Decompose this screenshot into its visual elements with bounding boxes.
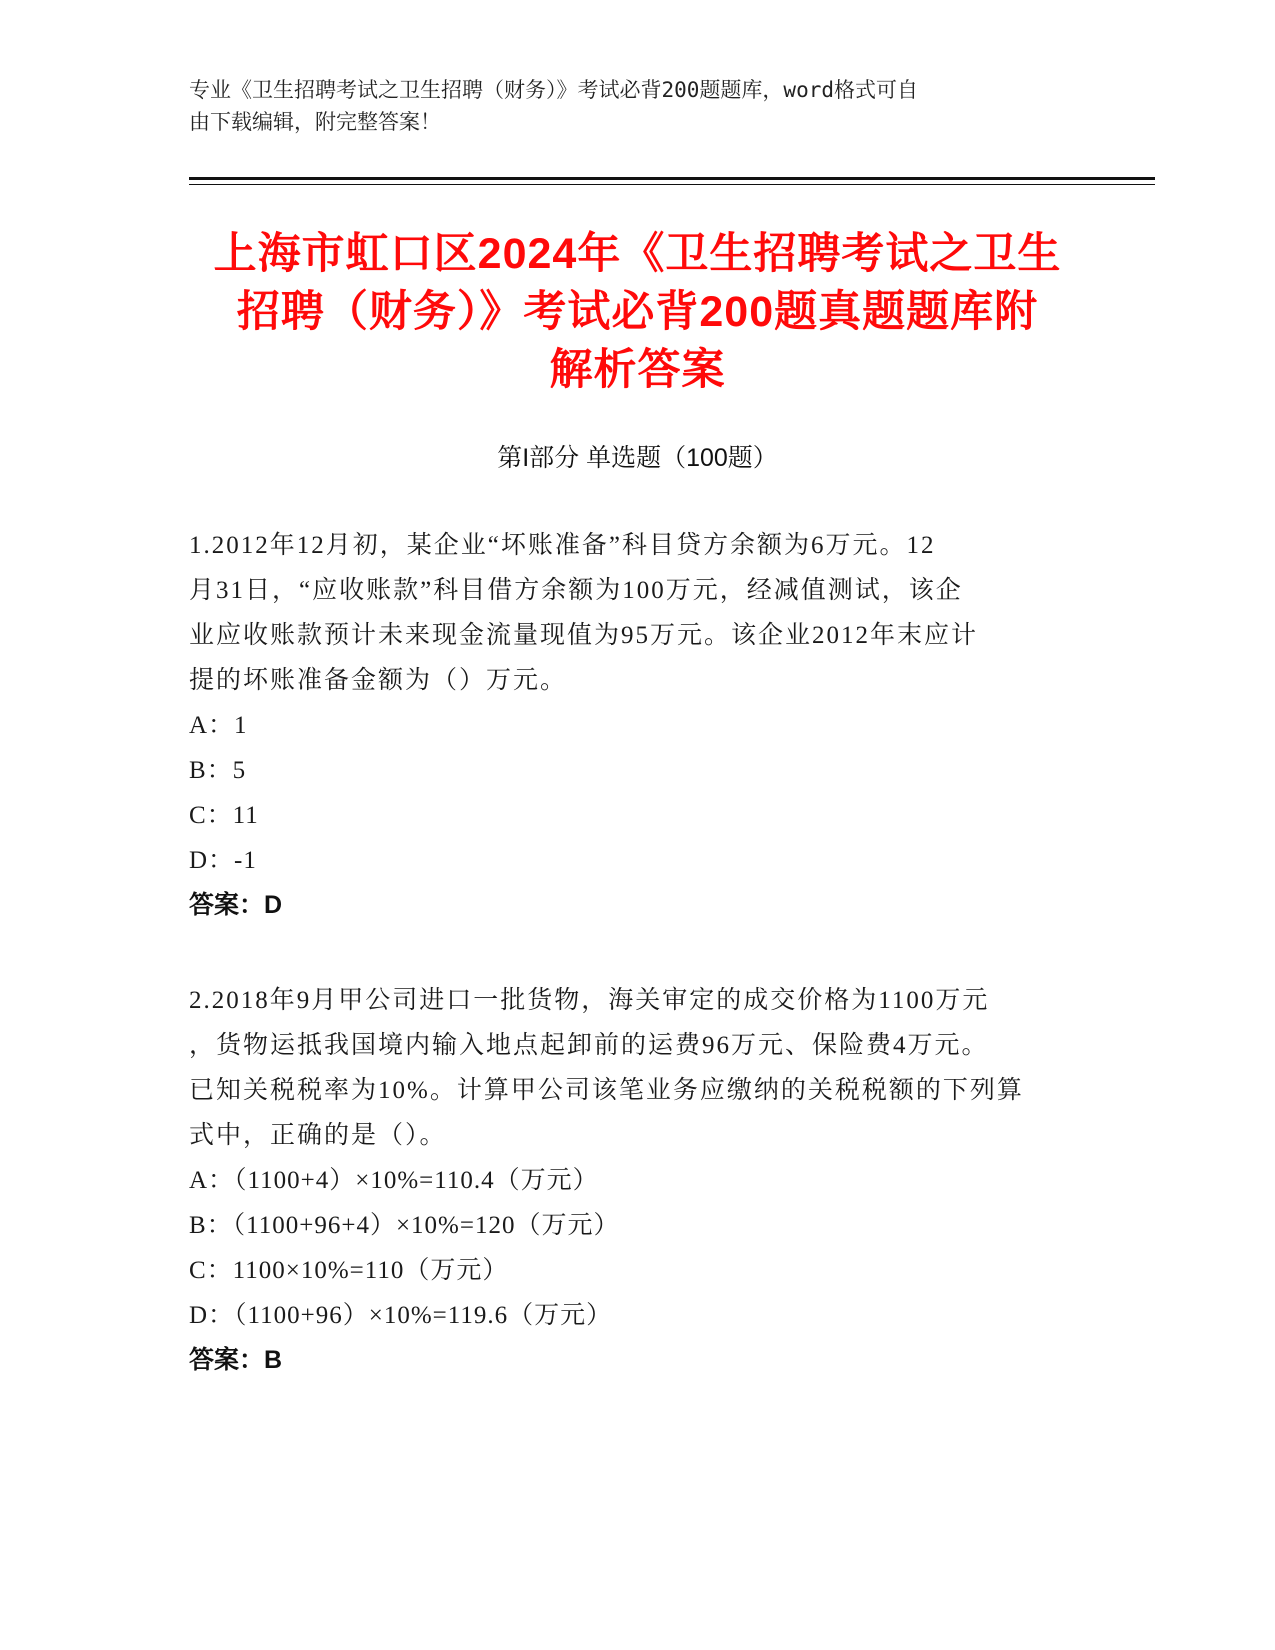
title-line: 招聘（财务）》考试必背200题真题题库附 — [236, 288, 1039, 336]
title-line: 解析答案 — [549, 346, 726, 394]
option-a: A：1 — [189, 712, 248, 739]
stem-line: 业应收账款预计未来现金流量现值为95万元。该企业2012年末应计 — [189, 622, 979, 649]
stem-line: 已知关税税率为10%。计算甲公司该笔业务应缴纳的关税税额的下列算 — [189, 1077, 1024, 1104]
answer-line: 答案：B — [189, 1346, 283, 1374]
question-stem — [189, 978, 1079, 1158]
question-block — [189, 978, 1079, 1383]
option-b: B：（1100+96+4）×10%=120（万元） — [189, 1212, 620, 1239]
header-divider-thick — [189, 177, 1155, 180]
stem-line: 2.2018年9月甲公司进口一批货物，海关审定的成交价格为1100万元 — [189, 987, 990, 1014]
intro-line: 专业《卫生招聘考试之卫生招聘（财务）》考试必背200题题库，word格式可自 — [189, 78, 918, 102]
option-b: B：5 — [189, 757, 247, 784]
question-stem — [189, 523, 1079, 703]
intro-text — [189, 74, 1089, 138]
stem-line: ，货物运抵我国境内输入地点起卸前的运费96万元、保险费4万元。 — [189, 1032, 989, 1059]
option-c: C：1100×10%=110（万元） — [189, 1257, 509, 1284]
section-heading: 第I部分 单选题（100题） — [497, 444, 778, 472]
title-line: 上海市虹口区2024年《卫生招聘考试之卫生 — [213, 230, 1062, 278]
stem-line: 月31日，“应收账款”科目借方余额为100万元，经减值测试，该企 — [189, 577, 963, 604]
stem-line: 提的坏账准备金额为（）万元。 — [189, 667, 568, 694]
option-d: D：-1 — [189, 847, 257, 874]
intro-line: 由下载编辑，附完整答案！ — [189, 110, 441, 134]
answer-line: 答案：D — [189, 891, 283, 919]
option-c: C：11 — [189, 802, 259, 829]
stem-line: 式中，正确的是（）。 — [189, 1122, 447, 1149]
document-title — [160, 225, 1115, 399]
option-d: D：（1100+96）×10%=119.6（万元） — [189, 1302, 613, 1329]
header-divider-thin — [189, 184, 1155, 185]
option-a: A：（1100+4）×10%=110.4（万元） — [189, 1167, 599, 1194]
question-block — [189, 523, 1079, 928]
stem-line: 1.2012年12月初，某企业“坏账准备”科目贷方余额为6万元。12 — [189, 532, 936, 559]
